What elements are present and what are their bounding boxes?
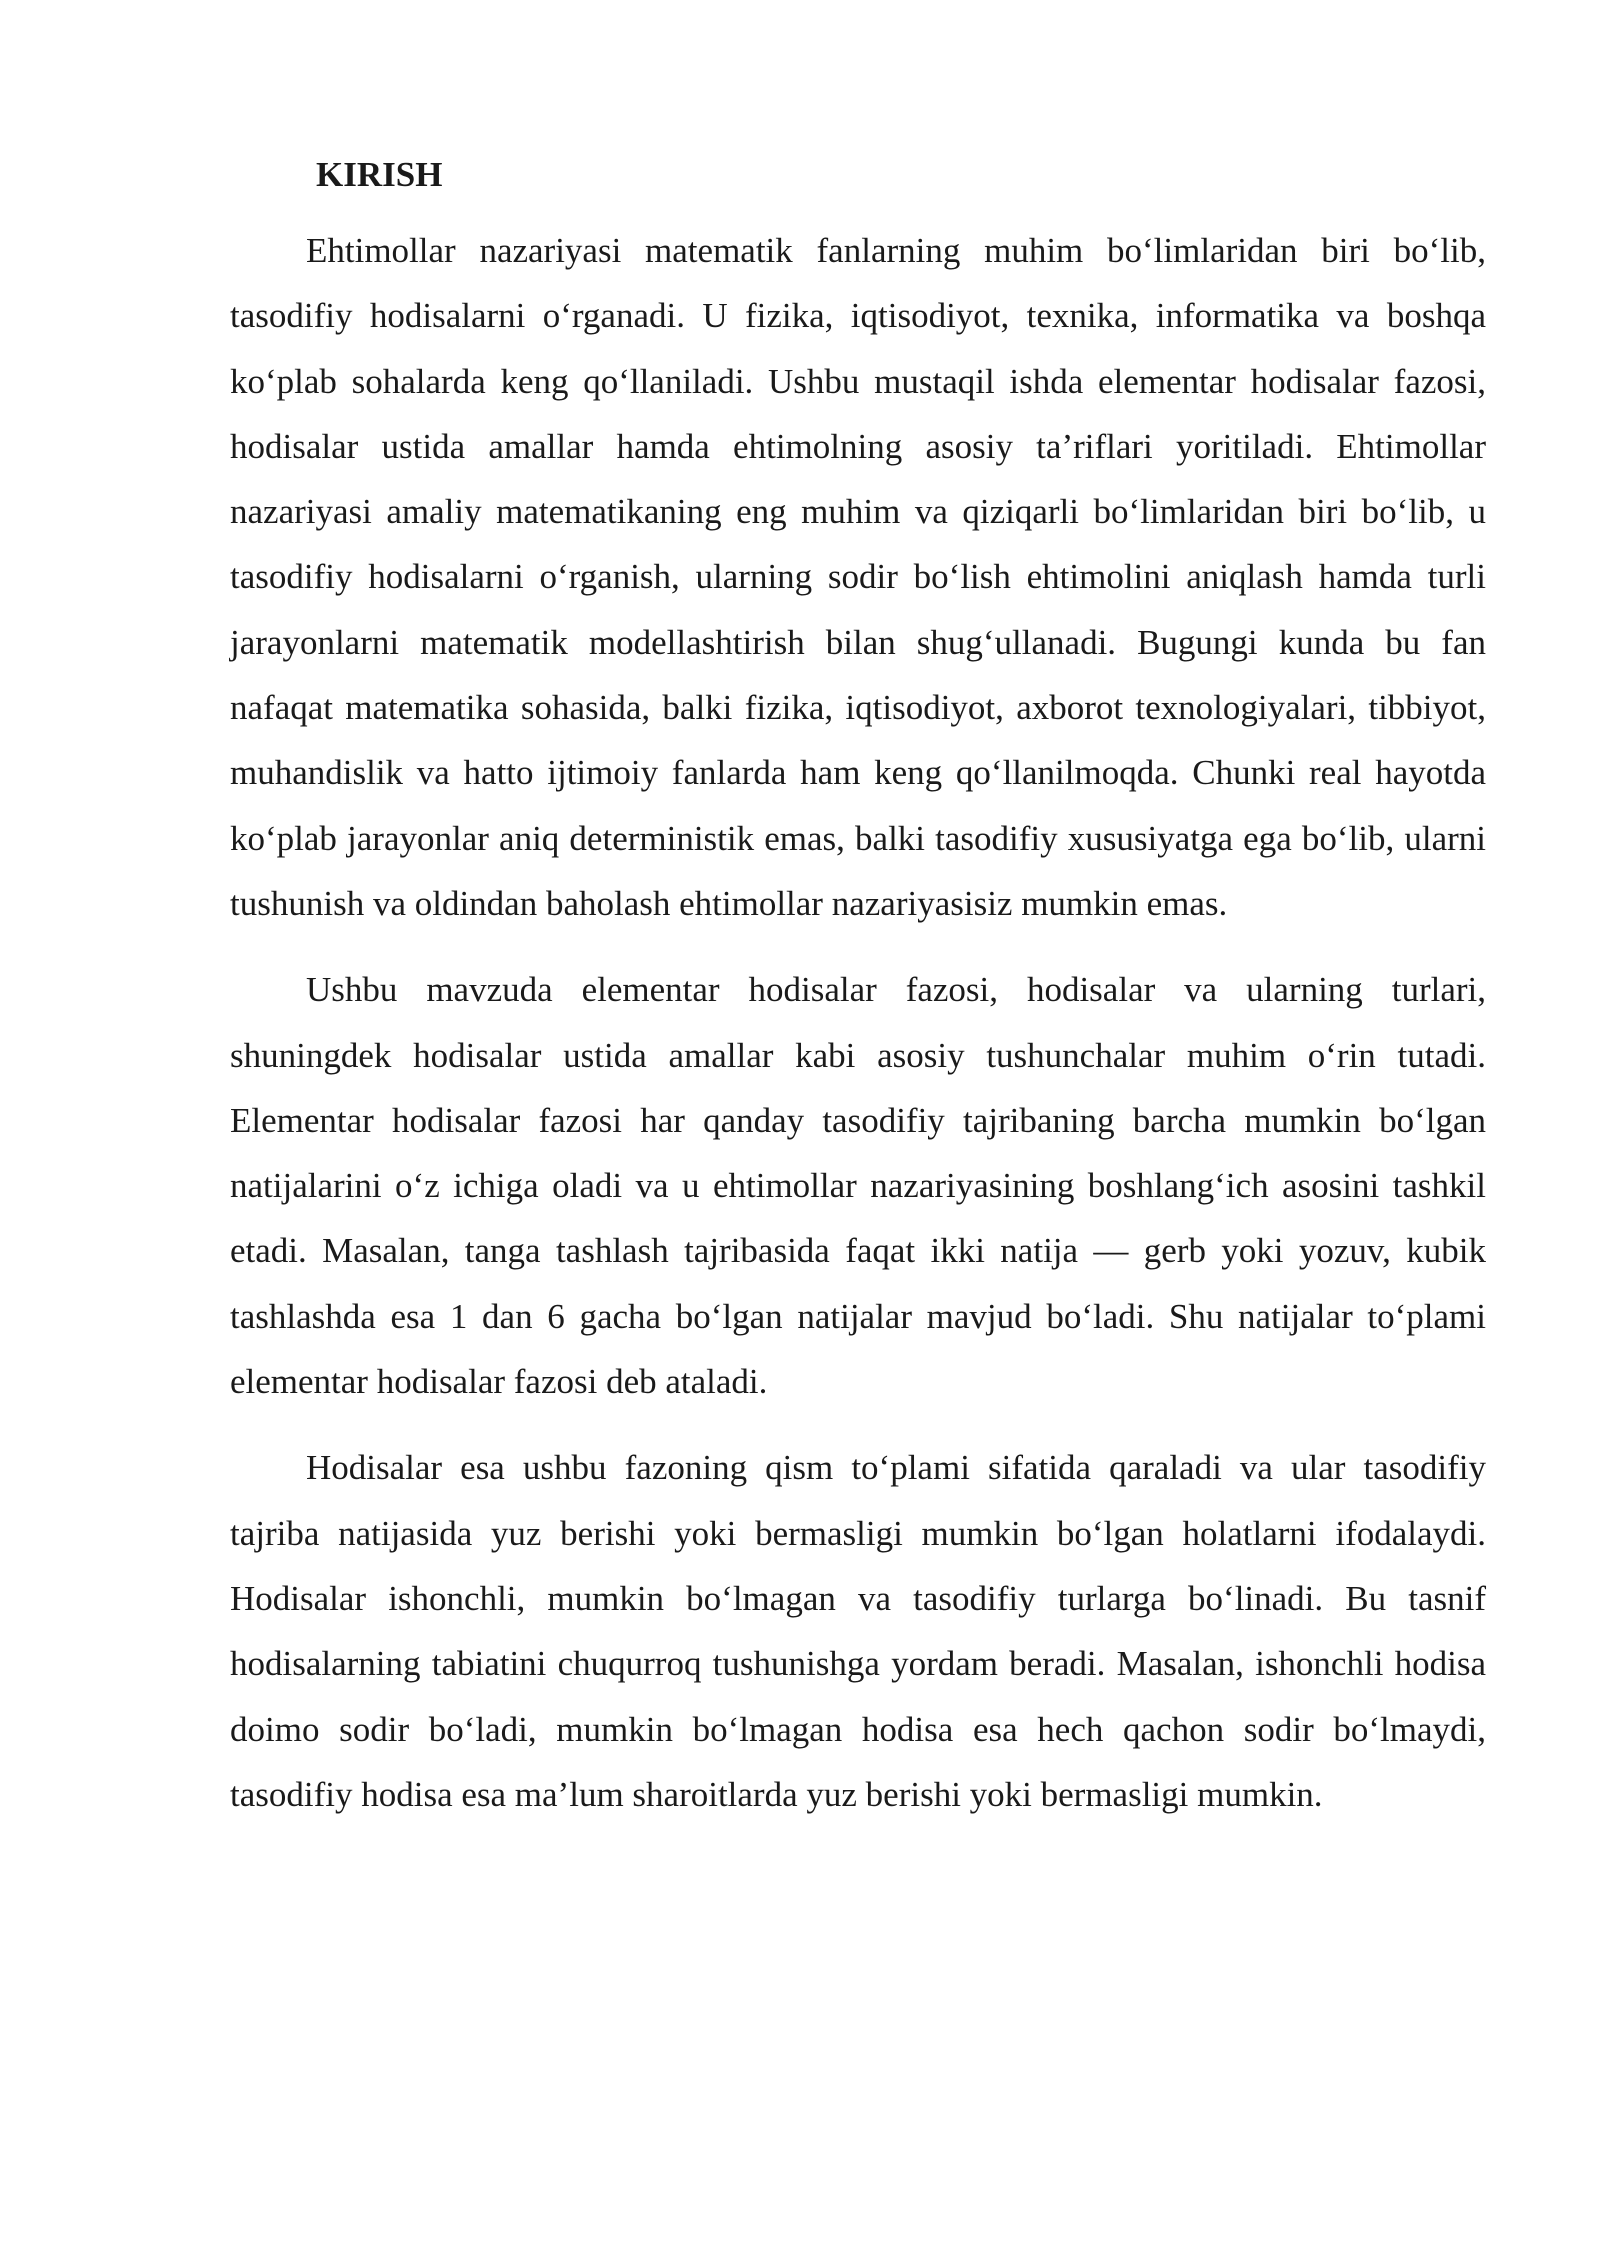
paragraph-1: Ehtimollar nazariyasi matematik fanlarning muhim bo‘limlaridan biri bo‘lib, tasodifiy hodisalarni o‘rganadi. U fizika, iqtisodiyot, texnika, informatika va boshqa ko‘plab sohalarda keng qo‘llaniladi. Ushbu mustaqil ishda elementar hodisalar fazosi, hodisalar ustida amallar hamda ehtimolning asosiy ta’riflari yoritiladi. Ehtimollar nazariyasi amaliy matematikaning eng muhim va qiziqarli bo‘limlaridan biri bo‘lib, u tasodifiy hodisalarni o‘rganish, ularning sodir bo‘lish ehtimolini aniqlash hamda turli jarayonlarni matematik modellashtirish bilan shug‘ullanadi. Bugungi kunda bu fan nafaqat matematika sohasida, balki fizika, iqtisodiyot, axborot texnologiyalari, tibbiyot, muhandislik va hatto ijtimoiy fanlarda ham keng qo‘llanilmoqda. Chunki real hayotda ko‘plab jarayonlar aniq deterministik emas, balki tasodifiy xususiyatga ega bo‘lib, ularni tushunish va oldindan baholash ehtimollar nazariyasisiz mumkin emas. [230,231,1486,923]
paragraph-2: Ushbu mavzuda elementar hodisalar fazosi, hodisalar va ularning turlari, shuningdek hodisalar ustida amallar kabi asosiy tushunchalar muhim o‘rin tutadi. Elementar hodisalar fazosi har qanday tasodifiy tajribaning barcha mumkin bo‘lgan natijalarini o‘z ichiga oladi va u ehtimollar nazariyasining boshlang‘ich asosini tashkil etadi. Masalan, tanga tashlash tajribasida faqat ikki natija — gerb yoki yozuv, kubik tashlashda esa 1 dan 6 gacha bo‘lgan natijalar mavjud bo‘ladi. Shu natijalar to‘plami elementar hodisalar fazosi deb ataladi. [230,970,1486,1402]
paragraph-3: Hodisalar esa ushbu fazoning qism to‘plami sifatida qaraladi va ular tasodifiy tajriba natijasida yuz berishi yoki bermasligi mumkin bo‘lgan holatlarni ifodalaydi. Hodisalar ishonchli, mumkin bo‘lmagan va tasodifiy turlarga bo‘linadi. Bu tasnif hodisalarning tabiatini chuqurroq tushunishga yordam beradi. Masalan, ishonchli hodisa doimo sodir bo‘ladi, mumkin bo‘lmagan hodisa esa hech qachon sodir bo‘lmaydi, tasodifiy hodisa esa ma’lum sharoitlarda yuz berishi yoki bermasligi mumkin. [230,1448,1486,1814]
document-body [230,150,1486,1827]
section-heading: KIRISH [316,155,443,194]
